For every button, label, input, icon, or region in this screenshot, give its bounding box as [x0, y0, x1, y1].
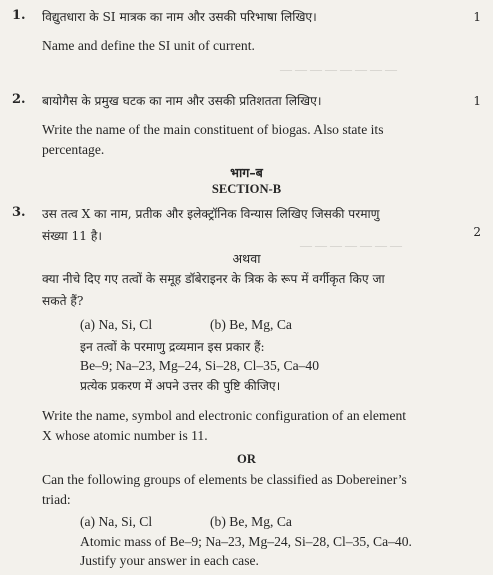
question-text-hindi: सकते हैं? — [42, 294, 84, 308]
question-text-hindi: प्रत्येक प्रकरण में अपने उत्तर की पुष्टि कीजिए। — [80, 379, 281, 393]
question-text-english: percentage. — [42, 142, 105, 157]
question-text-english: Justify your answer in each case. — [80, 553, 259, 568]
option-b: (b) Be, Mg, Ca — [210, 317, 292, 332]
question-text-hindi: संख्या 11 है। — [42, 229, 102, 243]
question-marks: 1 — [473, 10, 481, 24]
question-marks: 1 — [473, 94, 481, 108]
option-a: (a) Na, Si, Cl — [80, 514, 153, 529]
question-marks: 2 — [473, 225, 481, 239]
option-b: (b) Be, Mg, Ca — [210, 514, 292, 529]
question-text-hindi: उस तत्व X का नाम, प्रतीक और इलेक्ट्रॉनिक विन्यास लिखिए जिसकी परमाणु — [42, 207, 380, 221]
question-text-english: triad: — [42, 492, 71, 507]
question-text-english: Can the following groups of elements be classified as Dobereiner’s — [42, 472, 407, 487]
section-heading-english: SECTION-B — [211, 182, 282, 196]
or-label-english: OR — [237, 452, 256, 466]
bleed-through-text: — — — — — — — — [300, 238, 402, 252]
option-a: (a) Na, Si, Cl — [80, 317, 153, 332]
section-heading-hindi: भाग–ब — [230, 165, 263, 180]
question-text-english: Write the name, symbol and electronic configuration of an element — [42, 408, 407, 423]
question-text-english: X whose atomic number is 11. — [42, 428, 208, 443]
question-number: 2. — [12, 92, 26, 107]
or-label-hindi: अथवा — [232, 251, 261, 266]
question-text-hindi: इन तत्वों के परमाणु द्रव्यमान इस प्रकार हैं: — [80, 340, 265, 354]
question-number: 3. — [12, 205, 26, 220]
atomic-masses: Be–9; Na–23, Mg–24, Si–28, Cl–35, Ca–40 — [80, 358, 320, 373]
question-text-english: Name and define the SI unit of current. — [42, 38, 255, 53]
question-text-hindi: बायोगैस के प्रमुख घटक का नाम और उसकी प्रतिशतता लिखिए। — [42, 94, 322, 108]
bleed-through-text: — — — — — — — — — [280, 62, 397, 76]
question-text-hindi: क्या नीचे दिए गए तत्वों के समूह डॉबेराइनर के त्रिक के रूप में वर्गीकृत किए जा — [42, 272, 385, 286]
question-number: 1. — [12, 8, 26, 23]
question-text-english: Write the name of the main constituent of biogas. Also state its — [42, 122, 384, 137]
atomic-masses: Atomic mass of Be–9; Na–23, Mg–24, Si–28, Cl–35, Ca–40. — [80, 534, 412, 549]
question-text-hindi: विद्युतधारा के SI मात्रक का नाम और उसकी परिभाषा लिखिए। — [42, 10, 317, 24]
